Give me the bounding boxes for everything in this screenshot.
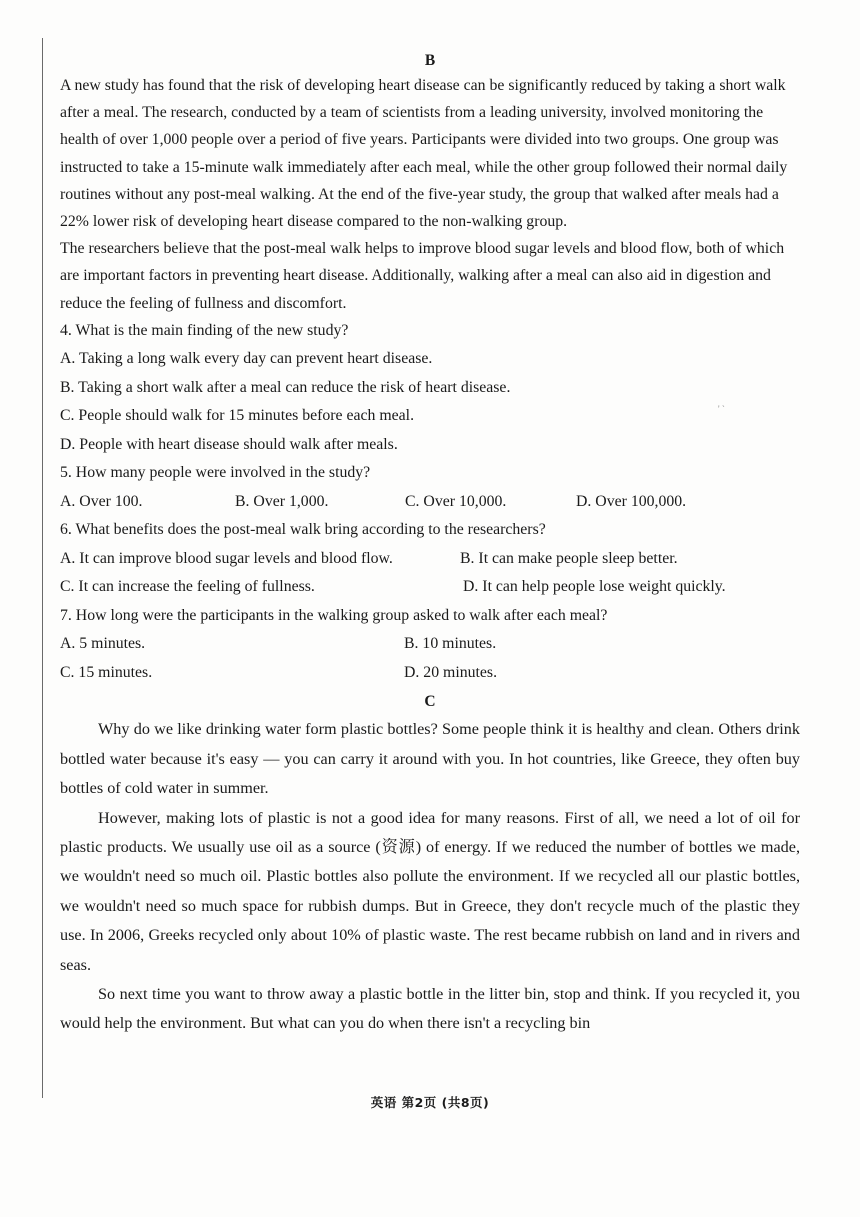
- question-6-option-c: C. It can increase the feeling of fullness.: [60, 578, 315, 596]
- question-7-option-d: D. 20 minutes.: [404, 663, 498, 681]
- exam-page: [60, 50, 800, 1039]
- passage-c-paragraph-3: So next time you want to throw away a plastic bottle in the litter bin, stop and think. If you recycled it, you would help the environment. But what can you do when there isn't a recycling bin: [60, 984, 800, 1033]
- passage-b-paragraph-2: The researchers believe that the post-meal walk helps to improve blood sugar levels and blood flow, both of which are important factors in preventing heart disease. Additionally, walking after a meal can also aid in digestion and reduce the feeling of fullness and discomfort.: [60, 240, 785, 312]
- question-7-stem: 7. How long were the participants in the walking group asked to walk after each meal?: [60, 606, 608, 624]
- question-6-option-a: A. It can improve blood sugar levels and blood flow.: [60, 549, 393, 567]
- question-6-option-b: B. It can make people sleep better.: [460, 549, 678, 567]
- question-7-option-c: C. 15 minutes.: [60, 663, 153, 681]
- section-b-heading: B: [424, 52, 436, 69]
- question-7-options-row-1: [60, 630, 800, 659]
- question-5-option-c: C. Over 10,000.: [405, 492, 507, 510]
- question-5: [60, 459, 800, 516]
- question-4-option-d: D. People with heart disease should walk after meals.: [60, 435, 398, 453]
- question-7-options-row-2: [60, 659, 800, 688]
- page-footer: 英语 第2页 (共8页): [370, 1095, 490, 1110]
- question-5-option-b: B. Over 1,000.: [235, 492, 329, 510]
- passage-c: [60, 715, 800, 1038]
- question-4-option-c: C. People should walk for 15 minutes before each meal.: [60, 407, 415, 425]
- passage-c-paragraph-1: Why do we like drinking water form plastic bottles? Some people think it is healthy and clean. Others drink bottled water because it's easy — you can carry it around with you. In hot countries, like Greece, they often buy bottles of cold water in summer.: [60, 720, 800, 798]
- passage-b-paragraph-1: A new study has found that the risk of developing heart disease can be significantly reduced by taking a short walk after a meal. The research, conducted by a team of scientists from a leading university, involved monitoring the health of over 1,000 people over a period of five years. Participants were divided into two groups. One group was instructed to take a 15-minute walk immediately after each meal, while the other group followed their normal daily routines without any post-meal walking. At the end of the five-year study, the group that walked after meals had a 22% lower risk of developing heart disease compared to the non-walking group.: [60, 77, 788, 231]
- question-7-option-b: B. 10 minutes.: [404, 635, 497, 653]
- question-6-stem: 6. What benefits does the post-meal walk bring according to the researchers?: [60, 521, 546, 539]
- question-6: [60, 516, 800, 602]
- question-5-options: [60, 488, 800, 517]
- scan-speck: ' `: [718, 404, 725, 414]
- question-6-options-row-2: [60, 573, 800, 602]
- section-c-heading: C: [424, 693, 436, 711]
- question-6-option-d: D. It can help people lose weight quickly.: [463, 578, 726, 596]
- margin-rule: [42, 38, 43, 1098]
- question-4-stem: 4. What is the main finding of the new study?: [60, 321, 349, 339]
- question-4: [60, 317, 800, 460]
- question-7: [60, 602, 800, 688]
- question-5-option-a: A. Over 100.: [60, 492, 143, 510]
- question-4-option-b: B. Taking a short walk after a meal can reduce the risk of heart disease.: [60, 378, 511, 396]
- question-4-option-a: A. Taking a long walk every day can prevent heart disease.: [60, 350, 433, 368]
- question-7-option-a: A. 5 minutes.: [60, 635, 146, 653]
- question-6-options-row-1: [60, 545, 800, 574]
- question-5-option-d: D. Over 100,000.: [576, 492, 687, 510]
- passage-b: [60, 72, 800, 317]
- question-5-stem: 5. How many people were involved in the study?: [60, 464, 371, 482]
- passage-c-paragraph-2: However, making lots of plastic is not a good idea for many reasons. First of all, we need a lot of oil for plastic products. We usually use oil as a source (资源) of energy. If we reduced the number of bottles we made, we wouldn't need so much oil. Plastic bottles also pollute the environment. If we recycled all our plastic bottles, we wouldn't need so much space for rubbish dumps. But in Greece, they don't recycle much of the plastic they use. In 2006, Greeks recycled only about 10% of plastic waste. The rest became rubbish on land and in rivers and seas.: [60, 808, 800, 974]
